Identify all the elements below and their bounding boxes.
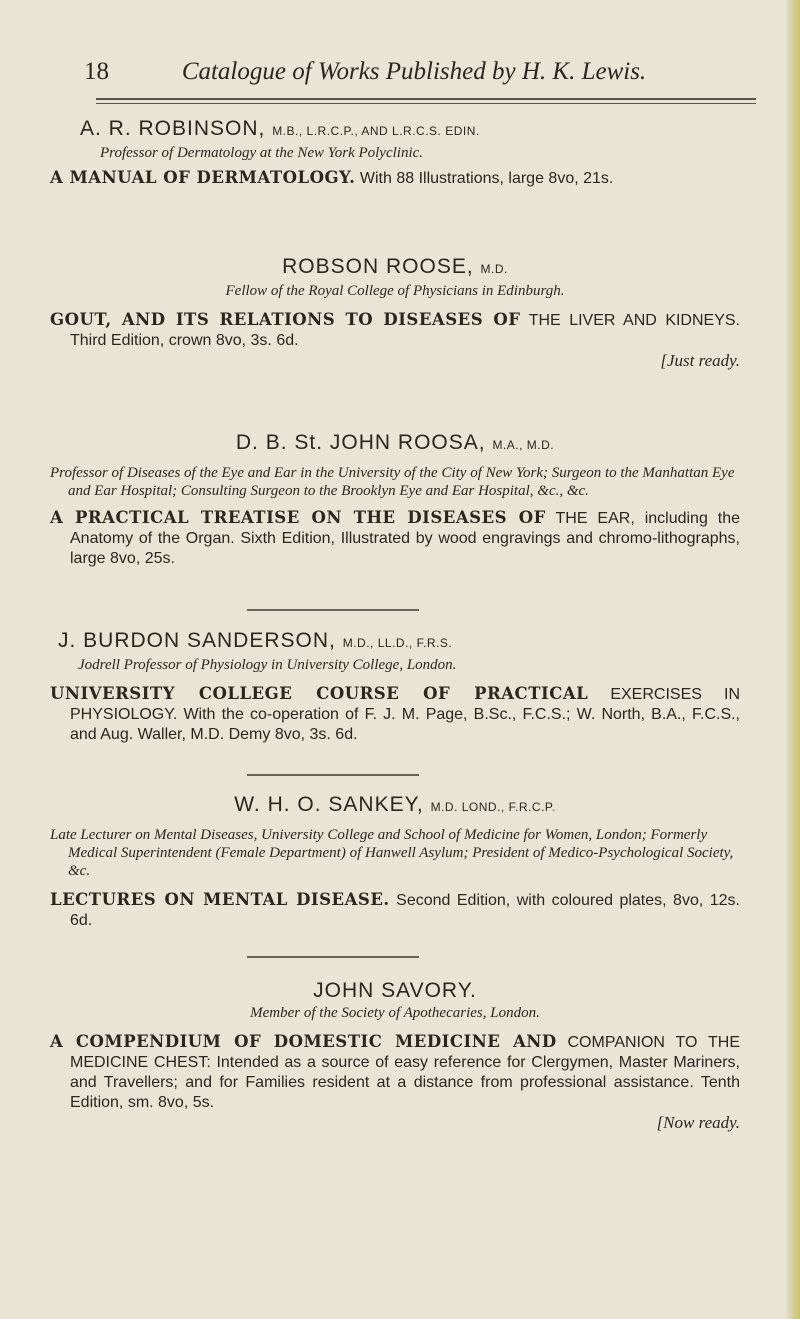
book-description: Second Edition, with coloured plates, 8vo, 12s. 6d. bbox=[70, 892, 740, 929]
author-name: A. R. ROBINSON, bbox=[80, 117, 266, 140]
book-listing bbox=[50, 508, 740, 569]
book-description: COMPANION TO THE MEDICINE CHEST: Intended as a source of easy reference for Clergymen, Master Mariners, and Travellers; and for Families resident at a distance from professional assistance. Tenth Edition, sm. 8vo, 5s. bbox=[70, 1034, 740, 1111]
book-title: A COMPENDIUM OF DOMESTIC MEDICINE AND bbox=[50, 1032, 557, 1051]
page-number: 18 bbox=[84, 58, 109, 85]
author-affiliation: Professor of Diseases of the Eye and Ear in the University of the City of New York; Surgeon to the Manhattan Eye and Ear Hospital; Consulting Surgeon to the Brooklyn Eye and Ear Hospital, &c., &c. bbox=[50, 465, 735, 499]
book-title: LECTURES ON MENTAL DISEASE. bbox=[50, 890, 390, 909]
book-listing bbox=[50, 1032, 740, 1113]
author-name: JOHN SAVORY. bbox=[313, 979, 477, 1002]
book-listing bbox=[50, 310, 740, 351]
book-title: UNIVERSITY COLLEGE COURSE OF PRACTICAL bbox=[50, 684, 589, 703]
header-rule-bottom bbox=[96, 103, 756, 104]
author-line bbox=[50, 628, 740, 656]
author-degrees: M.D., LL.D., F.R.S. bbox=[342, 636, 453, 650]
author-line bbox=[50, 792, 740, 820]
author-name: J. BURDON SANDERSON, bbox=[58, 629, 336, 652]
author-degrees: M.A., M.D. bbox=[492, 438, 555, 452]
entry-divider bbox=[247, 956, 419, 958]
author-line bbox=[50, 978, 740, 1004]
running-title: Catalogue of Works Published by H. K. Lewis. bbox=[181, 58, 647, 85]
entry-robinson bbox=[50, 116, 740, 189]
author-affiliation: Jodrell Professor of Physiology in University College, London. bbox=[78, 657, 457, 673]
author-degrees: M.D. LOND., F.R.C.P. bbox=[430, 800, 556, 814]
book-listing bbox=[50, 168, 740, 189]
book-title: A MANUAL OF DERMATOLOGY. bbox=[50, 168, 356, 187]
page-edge bbox=[786, 0, 800, 1319]
author-name: ROBSON ROOSE, bbox=[282, 255, 474, 278]
author-line bbox=[50, 430, 740, 458]
book-title: GOUT, AND ITS RELATIONS TO DISEASES OF bbox=[50, 310, 521, 329]
author-affiliation: Professor of Dermatology at the New York Polyclinic. bbox=[100, 145, 424, 161]
book-description: THE EAR, including the Anatomy of the Organ. Sixth Edition, Illustrated by wood engravings and chromo-lithographs, large 8vo, 25s. bbox=[70, 510, 741, 567]
entry-sanderson bbox=[50, 628, 740, 745]
book-description: With 88 Illustrations, large 8vo, 21s. bbox=[359, 170, 614, 187]
availability-status: [Just ready. bbox=[660, 351, 740, 370]
author-name: W. H. O. SANKEY, bbox=[234, 793, 424, 816]
entry-divider bbox=[247, 609, 419, 611]
book-listing bbox=[50, 890, 740, 931]
header-rule-top bbox=[96, 98, 756, 100]
author-line bbox=[50, 254, 740, 282]
availability-status: [Now ready. bbox=[656, 1113, 740, 1132]
book-listing bbox=[50, 684, 740, 745]
author-degrees: M.D. bbox=[480, 262, 508, 276]
entry-savory bbox=[50, 978, 740, 1133]
author-name: D. B. St. JOHN ROOSA, bbox=[235, 431, 486, 454]
book-description: EXERCISES IN PHYSIOLOGY. With the co-operation of F. J. M. Page, B.Sc., F.C.S.; W. North, B.A., F.C.S., and Aug. Waller, M.D. Demy 8vo, 3s. 6d. bbox=[70, 686, 740, 743]
page-header bbox=[64, 58, 764, 88]
author-affiliation: Member of the Society of Apothecaries, London. bbox=[250, 1005, 540, 1021]
entry-divider bbox=[247, 774, 419, 776]
book-description: THE LIVER AND KIDNEYS. Third Edition, crown 8vo, 3s. 6d. bbox=[70, 312, 741, 349]
book-title: A PRACTICAL TREATISE ON THE DISEASES OF bbox=[50, 508, 546, 527]
author-line bbox=[50, 116, 740, 144]
author-affiliation: Fellow of the Royal College of Physicians in Edinburgh. bbox=[225, 283, 565, 299]
entry-roosa bbox=[50, 430, 740, 569]
author-degrees: M.B., L.R.C.P., AND L.R.C.S. EDIN. bbox=[272, 124, 480, 138]
entry-roose bbox=[50, 254, 740, 371]
author-affiliation: Late Lecturer on Mental Diseases, University College and School of Medicine for Women, London; Formerly Medical Superintendent (Female Department) of Hanwell Asylum; President of Medico-Psychological Society, &c. bbox=[50, 827, 734, 879]
entry-sankey bbox=[50, 792, 740, 931]
